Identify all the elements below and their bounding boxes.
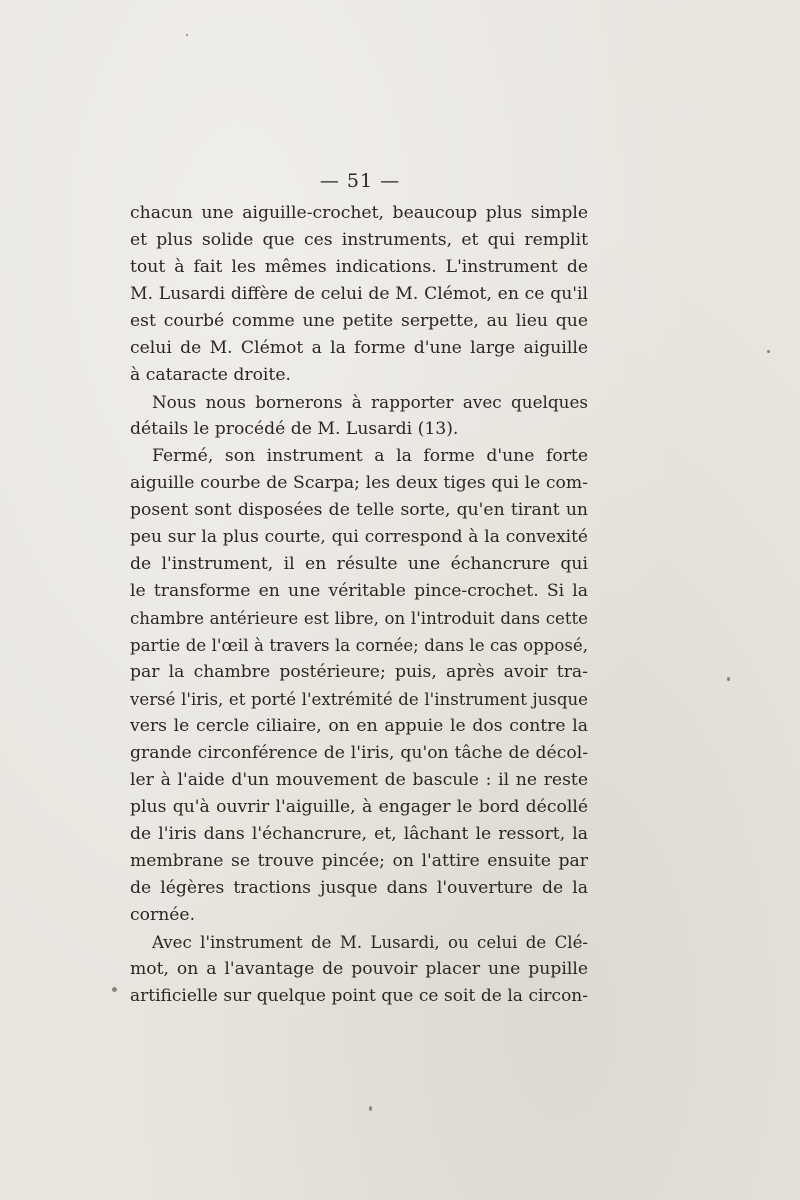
text-line: par la chambre postérieure; puis, après avoir tra- bbox=[130, 662, 588, 682]
text-line: tout à fait les mêmes indications. L'instrument de bbox=[130, 257, 588, 277]
text-line: posent sont disposées de telle sorte, qu'en tirant un bbox=[130, 500, 588, 520]
text-line: détails le procédé de M. Lusardi (13). bbox=[130, 419, 459, 439]
text-line: chambre antérieure est libre, on l'introduit dans cette bbox=[130, 609, 588, 628]
text-line: versé l'iris, et porté l'extrémité de l'instrument jusque bbox=[130, 690, 588, 709]
paper-speck bbox=[112, 987, 117, 992]
text-line: cornée. bbox=[130, 905, 196, 925]
text-line: de l'iris dans l'échancrure, et, lâchant le ressort, la bbox=[130, 824, 588, 844]
text-line: à cataracte droite. bbox=[130, 365, 291, 385]
text-line: chacun une aiguille-crochet, beaucoup plus simple bbox=[130, 203, 588, 223]
paper-speck bbox=[369, 1106, 372, 1111]
text-line: vers le cercle ciliaire, on en appuie le dos contre la bbox=[130, 716, 588, 736]
text-line: Avec l'instrument de M. Lusardi, ou celui de Clé- bbox=[152, 933, 588, 952]
text-line: de légères tractions jusque dans l'ouverture de la bbox=[130, 878, 588, 898]
paper-speck bbox=[727, 677, 730, 681]
text-line: est courbé comme une petite serpette, au lieu que bbox=[130, 311, 588, 331]
paper-speck bbox=[767, 350, 770, 353]
text-line: plus qu'à ouvrir l'aiguille, à engager le bord décollé bbox=[130, 797, 588, 817]
text-line: partie de l'œil à travers la cornée; dans le cas opposé, bbox=[130, 636, 588, 655]
body-text bbox=[130, 200, 588, 1010]
text-line: Fermé, son instrument a la forme d'une forte bbox=[152, 446, 588, 466]
paper-speck bbox=[186, 34, 188, 36]
text-line: aiguille courbe de Scarpa; les deux tiges qui le com- bbox=[130, 473, 588, 493]
text-line: de l'instrument, il en résulte une échancrure qui bbox=[130, 554, 588, 574]
text-line: celui de M. Clémot a la forme d'une large aiguille bbox=[130, 338, 588, 358]
text-line: et plus solide que ces instruments, et qui remplit bbox=[130, 230, 588, 250]
page-number: — 51 — bbox=[319, 170, 401, 192]
text-line: membrane se trouve pincée; on l'attire ensuite par bbox=[130, 851, 588, 871]
text-line: ler à l'aide d'un mouvement de bascule : il ne reste bbox=[130, 770, 588, 790]
text-line: grande circonférence de l'iris, qu'on tâche de décol- bbox=[130, 743, 588, 763]
text-line: peu sur la plus courte, qui correspond à la convexité bbox=[130, 527, 588, 547]
text-line: mot, on a l'avantage de pouvoir placer une pupille bbox=[130, 959, 588, 979]
text-line: M. Lusardi diffère de celui de M. Clémot, en ce qu'il bbox=[130, 284, 588, 304]
text-line: le transforme en une véritable pince-crochet. Si la bbox=[130, 581, 588, 601]
text-line: artificielle sur quelque point que ce soit de la circon- bbox=[130, 986, 588, 1006]
text-line: Nous nous bornerons à rapporter avec quelques bbox=[152, 392, 588, 412]
